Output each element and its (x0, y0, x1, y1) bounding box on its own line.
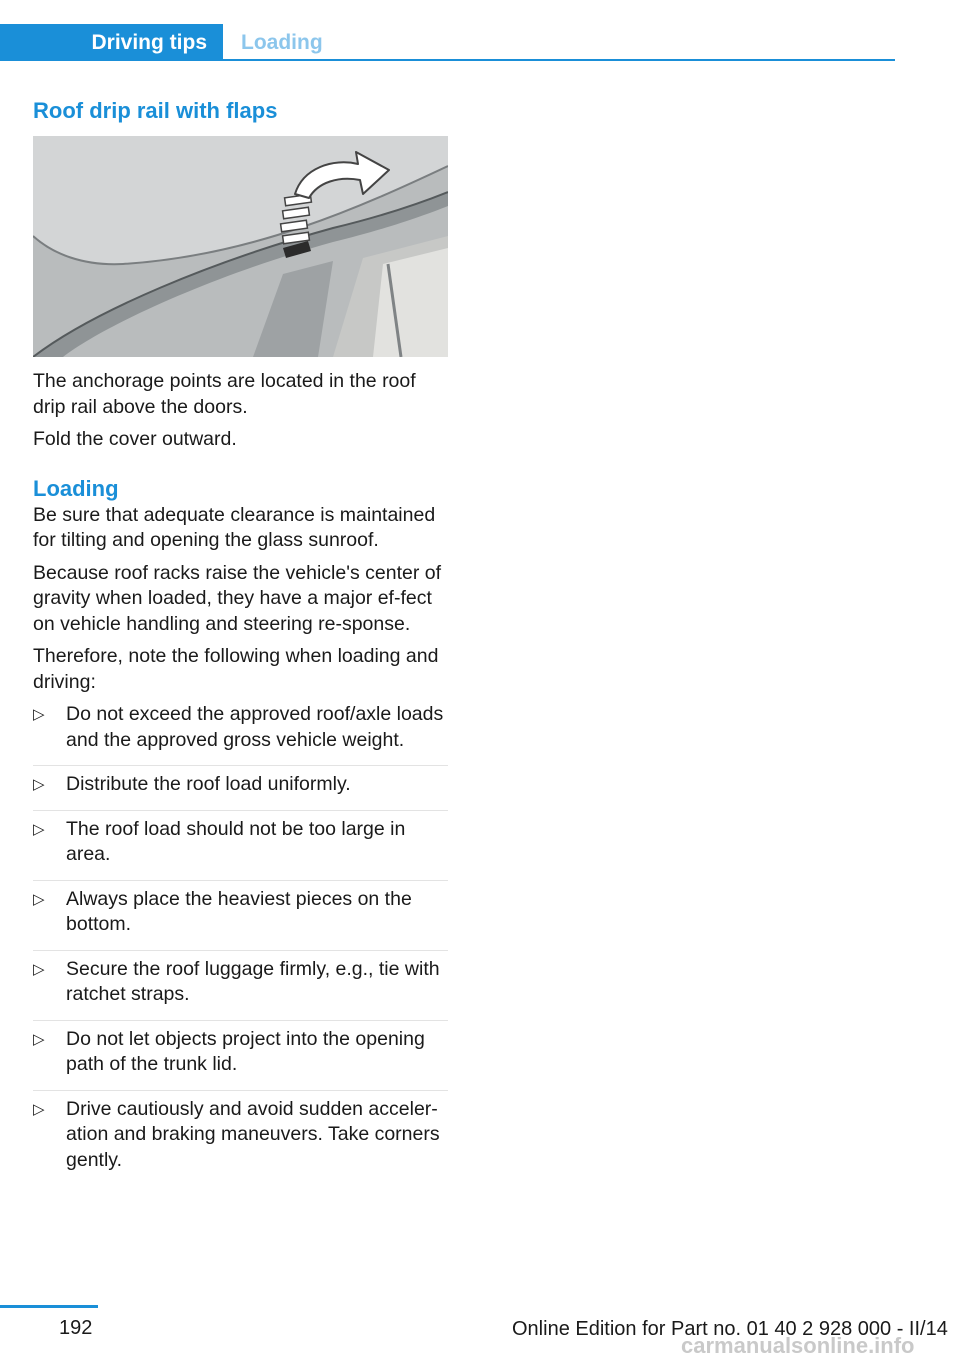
list-item (33, 765, 448, 804)
triangle-bullet-icon: ▷ (33, 776, 45, 793)
list-item-text: The roof load should not be too large in area. (66, 817, 406, 865)
loading-bullet-list (33, 702, 448, 1179)
list-item (33, 1090, 448, 1180)
list-item-text: Drive cautiously and avoid sudden acceler-ation and braking maneuvers. Take corners gently. (66, 1097, 440, 1171)
list-item (33, 810, 448, 874)
list-item-text: Distribute the roof load uniformly. (66, 773, 351, 795)
triangle-bullet-icon: ▷ (33, 890, 45, 908)
header-divider (0, 59, 895, 61)
triangle-bullet-icon: ▷ (33, 1100, 45, 1118)
list-item (33, 1020, 448, 1084)
paragraph-anchorage: The anchorage points are located in the roof drip rail above the doors. (33, 370, 416, 418)
section-title-loading: Loading (33, 475, 119, 501)
watermark-text: carmanualsonline.info (681, 1333, 915, 1358)
list-item-text: Do not exceed the approved roof/axle loads and the approved gross vehicle weight. (66, 703, 444, 751)
page-number: 192 (59, 1317, 93, 1339)
triangle-bullet-icon: ▷ (33, 820, 45, 838)
tab-loading[interactable]: Loading (241, 30, 323, 54)
paragraph-fold-cover: Fold the cover outward. (33, 428, 237, 450)
list-item-text: Always place the heaviest pieces on the bottom. (66, 887, 412, 935)
paragraph-center-of-gravity: Because roof racks raise the vehicle's center of gravity when loaded, they have a major ef-fect on vehicle handling and steering re-sponse. (33, 561, 442, 635)
triangle-bullet-icon: ▷ (33, 706, 45, 723)
tab-driving-tips[interactable]: Driving tips (0, 24, 223, 61)
page-header (0, 0, 895, 62)
triangle-bullet-icon: ▷ (33, 960, 45, 978)
edition-text: Online Edition for Part no. 01 40 2 928 000 - II/14 (512, 1318, 948, 1340)
section-title-roof-drip-rail: Roof drip rail with flaps (33, 98, 278, 123)
roof-drip-rail-illustration (33, 136, 448, 357)
triangle-bullet-icon: ▷ (33, 1030, 45, 1048)
list-item-text: Do not let objects project into the opening path of the trunk lid. (66, 1027, 425, 1075)
footer-divider (0, 1305, 98, 1308)
paragraph-clearance: Be sure that adequate clearance is maintained for tilting and opening the glass sunroof. (33, 503, 436, 551)
paragraph-therefore: Therefore, note the following when loading and driving: (33, 645, 439, 693)
main-content (33, 98, 448, 1185)
list-item (33, 880, 448, 944)
list-item (33, 950, 448, 1014)
list-item-text: Secure the roof luggage firmly, e.g., tie with ratchet straps. (66, 957, 440, 1005)
list-item (33, 702, 448, 759)
